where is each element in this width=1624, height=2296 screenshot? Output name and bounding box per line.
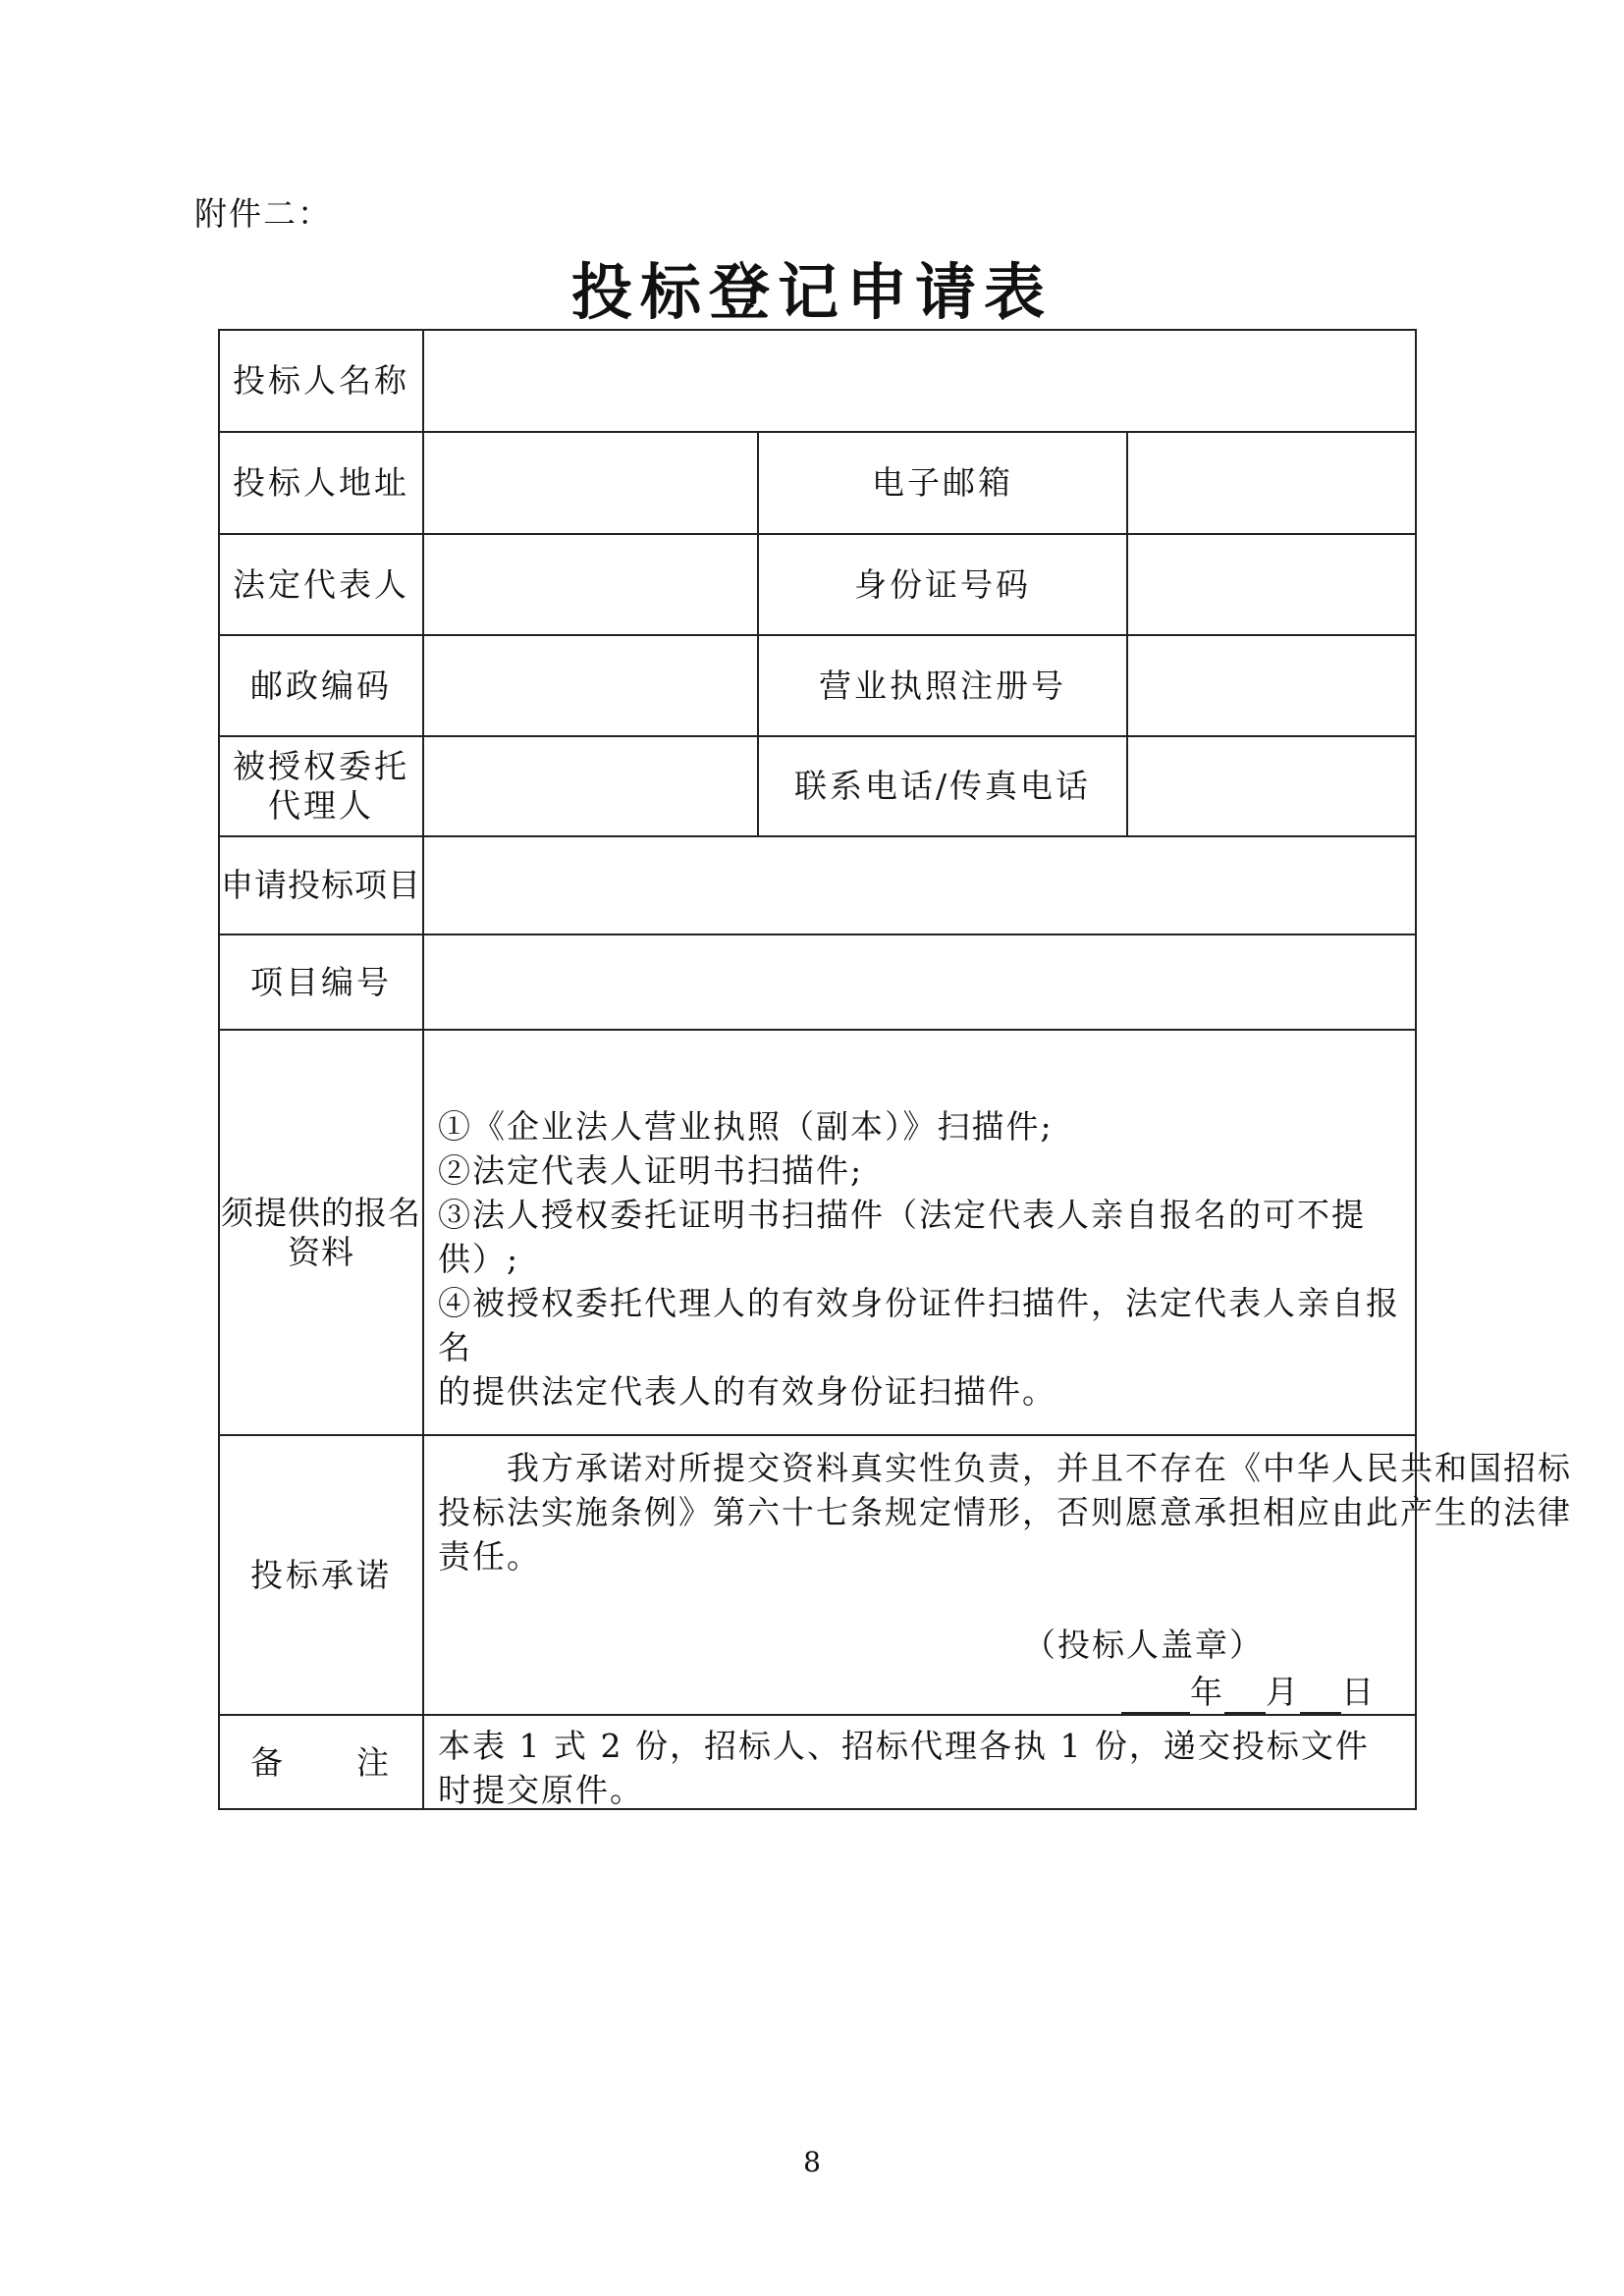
postal-code-field[interactable] bbox=[424, 636, 759, 735]
required-docs-label-line1: 须提供的报名 bbox=[221, 1193, 421, 1232]
bidder-name-label: 投标人名称 bbox=[220, 331, 424, 431]
bidder-name-field[interactable] bbox=[424, 331, 1415, 431]
postal-code-label: 邮政编码 bbox=[220, 636, 424, 735]
bidder-address-field[interactable] bbox=[424, 433, 759, 533]
date-year-blank[interactable] bbox=[1121, 1679, 1190, 1714]
business-license-label: 营业执照注册号 bbox=[759, 636, 1128, 735]
row-project-number bbox=[220, 935, 1415, 1031]
id-number-label: 身份证号码 bbox=[759, 535, 1128, 634]
business-license-field[interactable] bbox=[1128, 636, 1417, 735]
date-month-label: 月 bbox=[1266, 1673, 1300, 1711]
row-agent-contact bbox=[220, 737, 1415, 837]
required-docs-label bbox=[220, 1031, 424, 1434]
required-docs-label-line2: 资料 bbox=[288, 1232, 354, 1271]
agent-label-line1: 被授权委托 bbox=[233, 747, 409, 785]
registration-form bbox=[218, 329, 1572, 1810]
pledge-text: 我方承诺对所提交资料真实性负责，并且不存在《中华人民共和国招标投标法实施条例》第六十七条规定情形，否则愿意承担相应由此产生的法律责任。 bbox=[438, 1449, 1572, 1575]
agent-field[interactable] bbox=[424, 737, 759, 835]
row-project bbox=[220, 837, 1415, 935]
legal-rep-field[interactable] bbox=[424, 535, 759, 634]
required-doc-item: ①《企业法人营业执照（副本）》扫描件; bbox=[438, 1107, 1054, 1146]
pledge-label: 投标承诺 bbox=[220, 1436, 424, 1714]
required-doc-item: ②法定代表人证明书扫描件; bbox=[438, 1151, 864, 1190]
required-docs-list bbox=[424, 1031, 1415, 1434]
bidder-address-label: 投标人地址 bbox=[220, 433, 424, 533]
row-legalrep-id bbox=[220, 535, 1415, 636]
date-line bbox=[1121, 1670, 1376, 1714]
required-doc-item: ③法人授权委托证明书扫描件（法定代表人亲自报名的可不提供）; bbox=[438, 1196, 1366, 1278]
row-pledge bbox=[220, 1436, 1572, 1716]
required-doc-item: ④被授权委托代理人的有效身份证件扫描件，法定代表人亲自报名 bbox=[438, 1284, 1400, 1366]
contact-field[interactable] bbox=[1128, 737, 1417, 835]
row-bidder-name bbox=[220, 331, 1415, 433]
agent-label bbox=[220, 737, 424, 835]
page-number: 8 bbox=[803, 2146, 821, 2178]
project-field[interactable] bbox=[424, 837, 1415, 934]
id-number-field[interactable] bbox=[1128, 535, 1417, 634]
project-number-label: 项目编号 bbox=[220, 935, 424, 1029]
project-label: 申请投标项目 bbox=[220, 837, 424, 934]
agent-label-line2: 代理人 bbox=[268, 786, 374, 825]
row-note bbox=[220, 1716, 1415, 1810]
row-postal-license bbox=[220, 636, 1415, 737]
project-number-field[interactable] bbox=[424, 935, 1415, 1029]
attachment-label: 附件二： bbox=[194, 194, 332, 233]
date-year-label: 年 bbox=[1190, 1673, 1224, 1711]
note-text: 本表 1 式 2 份，招标人、招标代理各执 1 份，递交投标文件时提交原件。 bbox=[438, 1727, 1370, 1809]
pledge-section bbox=[424, 1436, 1619, 1711]
date-month-blank[interactable] bbox=[1224, 1679, 1266, 1714]
contact-label: 联系电话/传真电话 bbox=[759, 737, 1128, 835]
row-required-docs bbox=[220, 1031, 1415, 1436]
date-day-label: 日 bbox=[1341, 1673, 1376, 1711]
legal-rep-label: 法定代表人 bbox=[220, 535, 424, 634]
email-field[interactable] bbox=[1128, 433, 1417, 533]
required-doc-item: 的提供法定代表人的有效身份证扫描件。 bbox=[438, 1372, 1056, 1411]
page-title: 投标登记申请表 bbox=[570, 256, 1053, 328]
email-label: 电子邮箱 bbox=[759, 433, 1128, 533]
date-day-blank[interactable] bbox=[1300, 1679, 1341, 1714]
row-address-email bbox=[220, 433, 1415, 535]
seal-note: （投标人盖章） bbox=[1023, 1626, 1264, 1664]
note-label: 备 注 bbox=[220, 1716, 424, 1810]
